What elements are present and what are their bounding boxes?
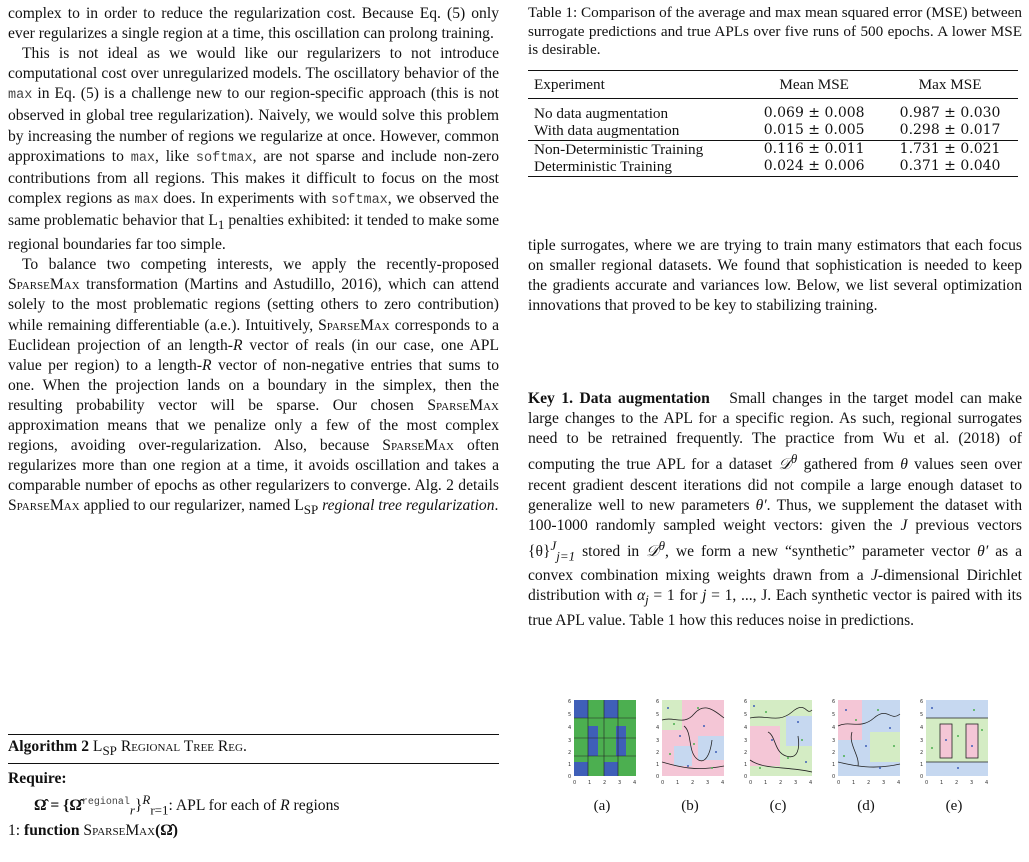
- svg-text:4: 4: [832, 725, 836, 731]
- svg-text:2: 2: [656, 750, 660, 756]
- svg-text:4: 4: [568, 725, 572, 731]
- key-1-heading: Key 1. Data augmentation: [528, 390, 710, 407]
- table-header-cell: Mean MSE: [746, 70, 882, 98]
- table-cell: No data augmentation: [534, 104, 669, 122]
- svg-text:2: 2: [955, 780, 959, 786]
- svg-text:2: 2: [832, 750, 836, 756]
- svg-text:3: 3: [656, 738, 660, 744]
- svg-text:0: 0: [661, 780, 665, 786]
- table-row: [528, 98, 1018, 122]
- table-cell: 0.069 ± 0.008: [763, 104, 865, 121]
- svg-text:4: 4: [656, 725, 660, 731]
- panel-a-plot: [566, 696, 638, 792]
- svg-text:2: 2: [920, 750, 924, 756]
- svg-text:0: 0: [832, 774, 836, 780]
- svg-text:1: 1: [764, 780, 768, 786]
- svg-text:1: 1: [920, 762, 924, 768]
- svg-text:0: 0: [568, 774, 572, 780]
- svg-text:6: 6: [744, 699, 748, 705]
- table-cell: 0.298 ± 0.017: [882, 122, 1018, 140]
- figure-panels: [566, 696, 1006, 856]
- svg-text:1: 1: [568, 762, 572, 768]
- svg-text:4: 4: [809, 780, 813, 786]
- svg-text:2: 2: [744, 750, 748, 756]
- svg-text:2: 2: [568, 750, 572, 756]
- svg-text:4: 4: [985, 780, 989, 786]
- svg-text:5: 5: [920, 712, 924, 718]
- svg-text:4: 4: [721, 780, 725, 786]
- table-cell: Deterministic Training: [528, 158, 746, 176]
- figure-panel-c: [742, 696, 814, 814]
- algorithm-line-1: 1: function SparseMax(Ω̂): [8, 822, 178, 840]
- panel-b-plot: [654, 696, 726, 792]
- svg-text:1: 1: [656, 762, 660, 768]
- table-cell: 0.987 ± 0.030: [899, 104, 1001, 121]
- table-cell: 0.116 ± 0.011: [763, 140, 865, 157]
- figure-panel-a: [566, 696, 638, 814]
- table-cell: 1.731 ± 0.021: [899, 140, 1001, 157]
- panel-e-label: (e): [945, 798, 963, 814]
- table-cell: 0.015 ± 0.005: [746, 122, 882, 140]
- table-cell: Non-Deterministic Training: [534, 140, 704, 158]
- svg-text:2: 2: [779, 780, 783, 786]
- svg-text:1: 1: [852, 780, 856, 786]
- svg-text:3: 3: [794, 780, 798, 786]
- svg-text:0: 0: [573, 780, 577, 786]
- svg-text:3: 3: [832, 738, 836, 744]
- algorithm-2-block: [8, 734, 499, 841]
- svg-text:6: 6: [568, 699, 572, 705]
- panel-b-label: (b): [681, 798, 699, 814]
- algorithm-input-line: Ω̂ = {Ω̂$^{regional}_r$}$^R_{r=1}$: APL for each of R regions: [34, 792, 340, 818]
- key-1-text: Key 1. Data augmentation Small changes in the target model can make large changes to the APL for a specific region. As such, regional surrogates need to be retrained frequently. The practice from Wu et al. (2018) of computing the true APL for a dataset 𝒟$^\theta$ gathered from θ values seen over recent gradient descent iterations did not compile a large enough dataset to generalize well to new parameters θ′. Thus, we supplement the dataset with 100-1000 randomly sampled weight vectors: given the J previous vectors $\{\theta\}^J_{j=1}$ stored in 𝒟$^\theta$, we form a new “synthetic” parameter vector θ′ as a convex combination mixing weights drawn from a J-dimensional Dirichlet distribution with $\alpha_j = 1$ for j = 1, ..., J. Each synthetic vector is paired with its true APL value. Table 1 how this reduces noise in predictions.: [528, 390, 1023, 629]
- svg-text:6: 6: [920, 699, 924, 705]
- svg-text:3: 3: [744, 738, 748, 744]
- algorithm-require: Require:: [8, 770, 67, 788]
- svg-text:3: 3: [882, 780, 886, 786]
- paragraph-1: complex to in order to reduce the regularization cost. Because Eq. (5) only ever regularizes a single region at a time, this oscillation can prolong training.: [8, 5, 499, 43]
- panel-a-label: (a): [593, 798, 611, 814]
- svg-text:0: 0: [749, 780, 753, 786]
- figure-panel-b: [654, 696, 726, 814]
- svg-text:3: 3: [618, 780, 622, 786]
- table-cell: 0.371 ± 0.040: [882, 158, 1018, 176]
- figure-panel-e: [918, 696, 990, 814]
- results-table: [528, 70, 1018, 177]
- svg-text:2: 2: [603, 780, 607, 786]
- svg-text:4: 4: [920, 725, 924, 731]
- table-cell: With data augmentation: [528, 122, 746, 140]
- svg-text:5: 5: [744, 712, 748, 718]
- panel-c-label: (c): [769, 798, 787, 814]
- svg-text:3: 3: [568, 738, 572, 744]
- table-row: [528, 122, 1018, 140]
- svg-text:0: 0: [656, 774, 660, 780]
- figure-panel-d: [830, 696, 902, 814]
- paragraph-2: This is not ideal as we would like our regularizers to not introduce computational cost over unregularized models. The oscillatory behavior of the max in Eq. (5) is a challenge new to our region-specific approach (this is not observed in global tree regularization). Naively, we would solve this problem by increasing the number of regions we regularize at once. However, common approximations to max, like softmax, are not sparse and include non-zero contributions from all regions. This makes it difficult to focus on the most complex regions as max does. In experiments with softmax, we observed the same problematic behavior that $L_1$ penalties exhibited: it tended to make some regional boundaries far too simple.: [8, 45, 500, 254]
- svg-text:5: 5: [568, 712, 572, 718]
- panel-d-label: (d): [857, 798, 875, 814]
- key-1-paragraph: [528, 389, 1022, 631]
- svg-text:1: 1: [588, 780, 592, 786]
- svg-text:2: 2: [691, 780, 695, 786]
- table-header-cell: Max MSE: [882, 70, 1018, 98]
- svg-text:5: 5: [656, 712, 660, 718]
- svg-text:2: 2: [867, 780, 871, 786]
- left-column: [8, 4, 499, 521]
- table-cell: 0.024 ± 0.006: [746, 158, 882, 176]
- svg-text:0: 0: [920, 774, 924, 780]
- table-caption: Table 1: Comparison of the average and max mean squared error (MSE) between surrogate predictions and true APLs over five runs of 500 epochs. A lower MSE is desirable.: [528, 4, 1022, 59]
- svg-text:0: 0: [925, 780, 929, 786]
- svg-text:1: 1: [744, 762, 748, 768]
- svg-text:4: 4: [897, 780, 901, 786]
- svg-text:6: 6: [832, 699, 836, 705]
- svg-text:4: 4: [633, 780, 637, 786]
- svg-text:3: 3: [920, 738, 924, 744]
- table-header-cell: Experiment: [528, 70, 746, 98]
- svg-text:5: 5: [832, 712, 836, 718]
- svg-text:4: 4: [744, 725, 748, 731]
- svg-text:6: 6: [656, 699, 660, 705]
- svg-text:0: 0: [744, 774, 748, 780]
- svg-text:3: 3: [970, 780, 974, 786]
- panel-d-plot: [830, 696, 902, 792]
- svg-text:1: 1: [832, 762, 836, 768]
- table-row: [528, 140, 1018, 158]
- algorithm-title: Algorithm 2 $L_{SP}$ Regional Tree Reg.: [8, 738, 247, 759]
- table-row: [528, 158, 1018, 176]
- right-column-table: [528, 4, 1022, 177]
- panel-e-plot: [918, 696, 990, 792]
- svg-text:0: 0: [837, 780, 841, 786]
- svg-text:1: 1: [676, 780, 680, 786]
- svg-text:3: 3: [706, 780, 710, 786]
- svg-text:1: 1: [940, 780, 944, 786]
- paragraph-3: To balance two competing interests, we apply the recently-proposed SparseMax transformation (Martins and Astudillo, 2016), which can attend solely to the most problematic regions (setting others to zero contribution) while remaining differentiable (a.e.). Intuitively, SparseMax corresponds to a Euclidean projection of an length-R vector of reals (in our case, one APL value per region) to a length-R vector of non-negative entries that sums to one. When the projection lands on a boundary in the simplex, then the resulting probability vector will be sparse. Our chosen SparseMax approximation means that we penalize only a few of the most complex regions, avoiding over-regularization. Also, because SparseMax often regularizes more than one region at a time, it avoids oscillation and takes a comparable number of epochs as other regularizers to converge. Alg. 2 details SparseMax applied to our regularizer, named $L_{SP}$ regional tree regularization.: [8, 256, 499, 518]
- right-paragraph-1-text: tiple surrogates, where we are trying to train many estimators that each focus on smaller regional datasets. We found that sophistication is needed to keep the gradients accurate and variances low. Below, we list several optimization innovations that proved to be key to stabilizing training.: [528, 237, 1022, 315]
- right-paragraph-1: [528, 236, 1022, 316]
- panel-c-plot: [742, 696, 814, 792]
- table-header-row: [528, 70, 1018, 98]
